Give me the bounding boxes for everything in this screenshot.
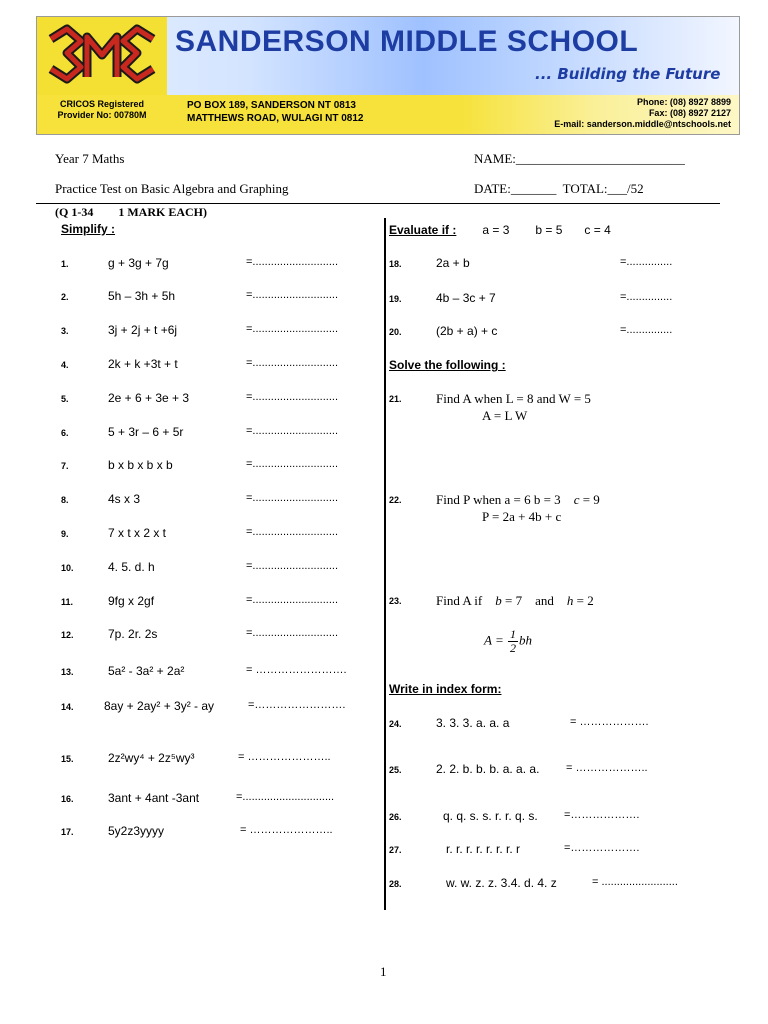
date-blank[interactable]: _______ [510, 181, 557, 196]
question-expression: 5h – 3h + 5h [108, 289, 176, 303]
answer-blank[interactable]: =............... [620, 324, 673, 336]
date-total-field [474, 181, 644, 197]
variable-c-value: = 9 [582, 492, 600, 507]
variable-h: h [566, 593, 574, 608]
cricos-info [37, 99, 167, 121]
answer-blank[interactable]: =............................ [246, 256, 338, 268]
question-number: 26. [389, 812, 402, 822]
question-number: 16. [61, 794, 74, 804]
school-logo [37, 17, 167, 95]
name-blank[interactable]: __________________________ [515, 151, 685, 166]
question-number: 18. [389, 259, 402, 269]
school-contact [554, 97, 731, 130]
question-expression: (2b + a) + c [436, 324, 498, 338]
fax-number: Fax: (08) 8927 2127 [648, 108, 731, 118]
answer-blank[interactable]: = ……………….. [566, 762, 648, 774]
email-address: E-mail: sanderson.middle@ntschools.net [554, 119, 731, 129]
question-number: 20. [389, 327, 402, 337]
total-label: TOTAL: [562, 181, 608, 196]
question-expression: 5a² - 3a² + 2a² [108, 664, 185, 678]
cricos-line-2: Provider No: 00780M [57, 110, 147, 120]
question-number: 9. [61, 529, 69, 539]
question-expression: 3j + 2j + t +6j [108, 323, 178, 337]
question-number: 21. [389, 394, 402, 404]
school-tagline: ... Building the Future [535, 65, 721, 83]
answer-blank[interactable]: = ......................... [592, 876, 678, 888]
question-number: 8. [61, 495, 69, 505]
fraction-numerator: 1 [509, 627, 516, 641]
answer-blank[interactable]: =............................ [246, 560, 338, 572]
question-number: 22. [389, 495, 402, 505]
fraction-denominator: 2 [509, 641, 516, 655]
sms-logo-icon [37, 17, 167, 95]
question-number: 7. [61, 461, 69, 471]
variable-b: b [495, 593, 502, 608]
question-number: 11. [61, 597, 74, 607]
question-expression: w. w. z. z. 3.4. d. 4. z [446, 876, 557, 890]
solve-heading: Solve the following : [389, 358, 506, 372]
cricos-line-1: CRICOS Registered [59, 99, 145, 109]
question-number: 6. [61, 428, 69, 438]
name-field [474, 151, 685, 167]
variable-b-value: = 7 [505, 593, 523, 608]
question-number: 5. [61, 394, 69, 404]
question-find: Find A if [436, 593, 483, 608]
question-number: 17. [61, 827, 74, 837]
question-number: 14. [61, 702, 74, 712]
formula: A = L W [482, 408, 528, 423]
evaluate-heading: Evaluate if : [389, 223, 457, 237]
answer-blank[interactable]: =………………. [564, 842, 640, 854]
variable-c: c [573, 492, 580, 507]
question-number: 27. [389, 845, 402, 855]
question-number: 4. [61, 360, 69, 370]
answer-blank[interactable]: =............................ [246, 391, 338, 403]
formula: P = 2a + 4b + c [482, 509, 562, 524]
answer-blank[interactable]: =............................ [246, 357, 338, 369]
question-number: 12. [61, 630, 74, 640]
answer-blank[interactable]: = ……………………. [246, 664, 347, 676]
course-name: Year 7 Maths [55, 151, 125, 166]
area-formula [484, 628, 532, 655]
answer-blank[interactable]: =............................ [246, 458, 338, 470]
total-blank[interactable]: ___/52 [607, 181, 644, 196]
header-rule [36, 203, 720, 204]
column-divider [384, 218, 386, 910]
formula-rhs: bh [518, 632, 532, 648]
question-expression: 7p. 2r. 2s [108, 627, 158, 641]
answer-blank[interactable]: = ………………….. [238, 751, 331, 763]
question-expression: 2. 2. b. b. b. a. a. a. [436, 762, 540, 776]
question-number: 13. [61, 667, 74, 677]
formula-lhs: A = [484, 632, 504, 648]
question-expression: g + 3g + 7g [108, 256, 169, 270]
evaluate-header [389, 221, 611, 239]
question-number: 10. [61, 563, 74, 573]
answer-blank[interactable]: =............................ [246, 289, 338, 301]
question-number: 1. [61, 259, 69, 269]
evaluate-value-b: b = 5 [535, 223, 563, 237]
school-letterhead [36, 16, 740, 135]
page-number: 1 [380, 964, 387, 979]
marks-note [55, 205, 207, 220]
question-text [436, 593, 594, 609]
school-address [187, 99, 363, 125]
answer-blank[interactable]: =............................ [246, 627, 338, 639]
question-expression: 4s x 3 [108, 492, 141, 506]
test-title: Practice Test on Basic Algebra and Graphing [55, 181, 289, 196]
evaluate-value-c: c = 4 [584, 223, 611, 237]
answer-blank[interactable]: =............................ [246, 492, 338, 504]
question-expression: 3ant + 4ant -3ant [108, 791, 200, 805]
question-expression: 2e + 6 + 3e + 3 [108, 391, 190, 405]
marks-note-marks: 1 MARK EACH) [118, 205, 207, 219]
index-form-heading: Write in index form: [389, 682, 502, 696]
and-word: and [535, 593, 554, 608]
phone-number: Phone: (08) 8927 8899 [636, 97, 731, 107]
question-expression: r. r. r. r. r. r. r. r [446, 842, 521, 856]
question-number: 28. [389, 879, 402, 889]
question-text: Find A when L = 8 and W = 5 [436, 391, 591, 406]
fraction-half [508, 628, 518, 655]
answer-blank[interactable]: = ………………. [570, 716, 649, 728]
question-expression: 9fg x 2gf [108, 594, 155, 608]
answer-blank[interactable]: =.............................. [236, 791, 335, 803]
answer-blank[interactable]: =............... [620, 291, 673, 303]
address-line-1: PO BOX 189, SANDERSON NT 0813 [187, 100, 356, 111]
question-find: Find P when a = 6 b = 3 [436, 492, 561, 507]
question-expression: 4. 5. d. h [108, 560, 155, 574]
question-expression: 5 + 3r – 6 + 5r [108, 425, 184, 439]
question-expression: 2k + k +3t + t [108, 357, 178, 371]
school-name: SANDERSON MIDDLE SCHOOL [175, 25, 639, 58]
question-expression: 2z²wy⁴ + 2z⁵wy³ [108, 751, 195, 765]
question-number: 23. [389, 596, 402, 606]
question-number: 2. [61, 292, 69, 302]
answer-blank[interactable]: =............................ [246, 425, 338, 437]
question-text [436, 492, 600, 508]
answer-blank[interactable]: =............................ [246, 594, 338, 606]
question-expression: q. q. s. s. r. r. q. s. [443, 809, 538, 823]
address-line-2: MATTHEWS ROAD, WULAGI NT 0812 [187, 113, 364, 124]
name-label: NAME: [474, 151, 516, 166]
evaluate-value-a: a = 3 [482, 223, 510, 237]
question-number: 25. [389, 765, 402, 775]
question-expression: 2a + b [436, 256, 470, 270]
question-number: 24. [389, 719, 402, 729]
variable-h-value: = 2 [576, 593, 594, 608]
question-number: 3. [61, 326, 69, 336]
question-expression: 8ay + 2ay² + 3y² - ay [104, 699, 215, 713]
answer-blank[interactable]: =……………………. [248, 699, 346, 711]
question-number: 15. [61, 754, 74, 764]
question-expression: 3. 3. 3. a. a. a [436, 716, 510, 730]
marks-note-questions: (Q 1-34 [55, 205, 94, 219]
question-number: 19. [389, 294, 402, 304]
question-expression: b x b x b x b [108, 458, 173, 472]
answer-blank[interactable]: =............... [620, 256, 673, 268]
answer-blank[interactable]: =............................ [246, 526, 338, 538]
question-expression: 4b – 3c + 7 [436, 291, 496, 305]
answer-blank[interactable]: =………………. [564, 809, 640, 821]
question-expression: 5y2z3yyyy [108, 824, 165, 838]
simplify-heading: Simplify : [61, 222, 116, 236]
date-label: DATE: [474, 181, 511, 196]
answer-blank[interactable]: = ………………….. [240, 824, 333, 836]
answer-blank[interactable]: =............................ [246, 323, 338, 335]
question-expression: 7 x t x 2 x t [108, 526, 167, 540]
